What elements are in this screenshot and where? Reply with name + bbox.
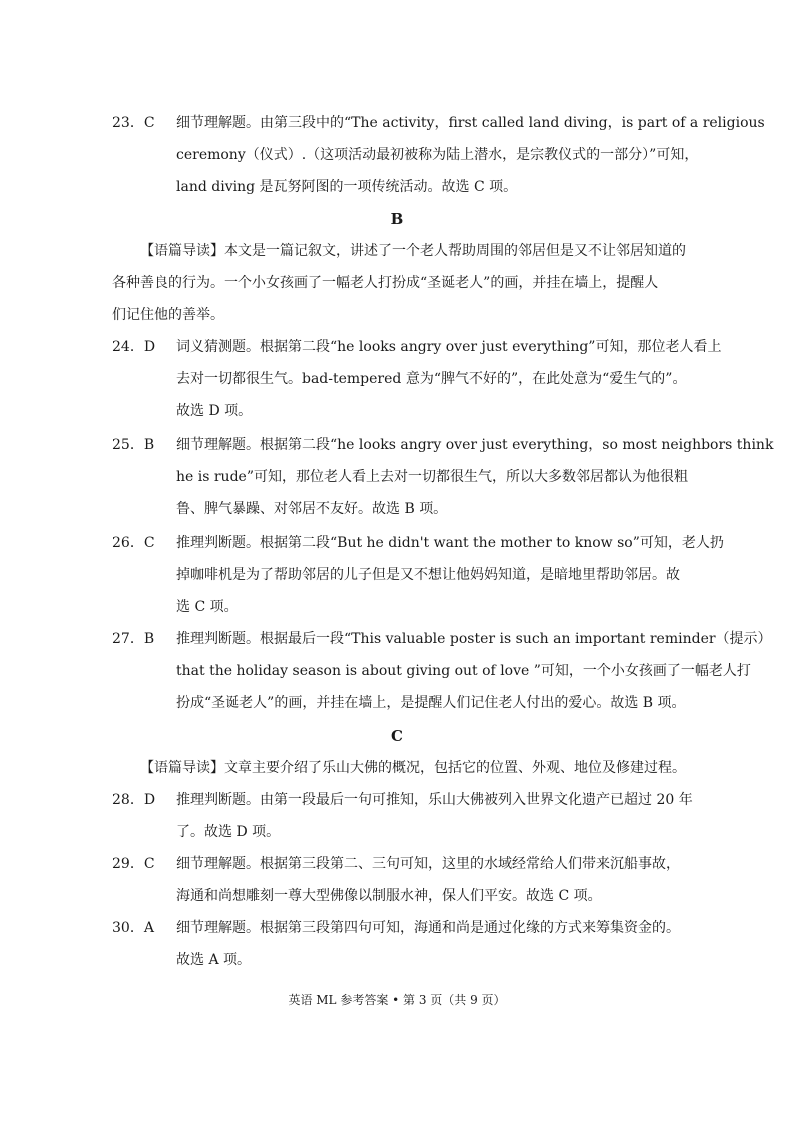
page-footer: 英语 ML 参考答案 • 第 3 页（共 9 页） (288, 993, 506, 1007)
guide-line: 【语篇导读】文章主要介绍了乐山大佛的概况，包括它的位置、外观、地位及修建过程。 (140, 760, 686, 776)
answer-explanation (176, 527, 724, 623)
explanation-line: 掉咖啡机是为了帮助邻居的儿子但是又不想让他妈妈知道，是暗地里帮助邻居。故 (176, 567, 680, 583)
explanation-line: 去对一切都很生气。bad-tempered 意为“脾气不好的”，在此处意为“爱生气的”。 (176, 371, 687, 387)
explanation-line: that the holiday season is about giving out of love ”可知，一个小女孩画了一幅老人打 (176, 663, 751, 679)
passage-guide-c (112, 752, 684, 784)
answer-explanation (176, 107, 765, 203)
answer-number: 27．B (112, 631, 155, 647)
explanation-line: 鲁、脾气暴躁、对邻居不友好。故选 B 项。 (176, 501, 448, 517)
explanation-line: 海通和尚想雕刻一尊大型佛像以制服水神，保人们平安。故选 C 项。 (176, 888, 602, 904)
answer-explanation (176, 429, 774, 525)
answer-number: 29．C (112, 856, 155, 872)
explanation-line: 推理判断题。由第一段最后一句可推知，乐山大佛被列入世界文化遗产已超过 20 年 (176, 792, 693, 808)
explanation-line: 推理判断题。根据第二段“But he didn't want the mother to know so”可知，老人扔 (176, 535, 724, 551)
answer-explanation (176, 848, 696, 912)
explanation-line: 细节理解题。由第三段中的“The activity，first called land diving，is part of a religious (176, 115, 765, 131)
explanation-line: 了。故选 D 项。 (176, 824, 281, 840)
explanation-line: 选 C 项。 (176, 599, 238, 615)
passage-guide-b (112, 235, 684, 331)
explanation-line: 推理判断题。根据最后一段“This valuable poster is such an important reminder（提示） (176, 631, 772, 647)
answer-number: 23．C (112, 115, 155, 131)
guide-line: 【语篇导读】本文是一篇记叙文，讲述了一个老人帮助周围的邻居但是又不让邻居知道的 (140, 243, 686, 259)
section-heading-c: C (391, 727, 403, 745)
explanation-line: 扮成“圣诞老人”的画，并挂在墙上，是提醒人们记住老人付出的爱心。故选 B 项。 (176, 695, 686, 711)
guide-line: 们记住他的善举。 (112, 307, 224, 323)
answer-explanation (176, 331, 722, 427)
section-heading-b: B (390, 210, 404, 228)
answer-number: 25．B (112, 437, 155, 453)
explanation-line: 细节理解题。根据第二段“he looks angry over just everything，so most neighbors think (176, 437, 774, 453)
explanation-line: 故选 A 项。 (176, 952, 252, 968)
explanation-line: 细节理解题。根据第三段第四句可知，海通和尚是通过化缘的方式来筹集资金的。 (176, 920, 680, 936)
explanation-line: 细节理解题。根据第三段第二、三句可知，这里的水域经常给人们带来沉船事故， (176, 856, 680, 872)
answer-explanation (176, 784, 696, 848)
answer-number: 30．A (112, 920, 154, 936)
explanation-line: he is rude”可知，那位老人看上去对一切都很生气，所以大多数邻居都认为他很粗 (176, 469, 688, 485)
explanation-line: 故选 D 项。 (176, 403, 253, 419)
answer-number: 26．C (112, 535, 155, 551)
answer-explanation (176, 623, 772, 719)
answer-number: 28．D (112, 792, 156, 808)
explanation-line: ceremony（仪式）.（这项活动最初被称为陆上潜水，是宗教仪式的一部分）”可知， (176, 147, 699, 163)
explanation-line: 词义猜测题。根据第二段“he looks angry over just everything”可知，那位老人看上 (176, 339, 722, 355)
explanation-line: land diving 是瓦努阿图的一项传统活动。故选 C 项。 (176, 179, 518, 195)
answer-number: 24．D (112, 339, 156, 355)
guide-line: 各种善良的行为。一个小女孩画了一幅老人打扮成“圣诞老人”的画，并挂在墙上，提醒人 (112, 275, 659, 291)
answer-explanation (176, 912, 696, 976)
